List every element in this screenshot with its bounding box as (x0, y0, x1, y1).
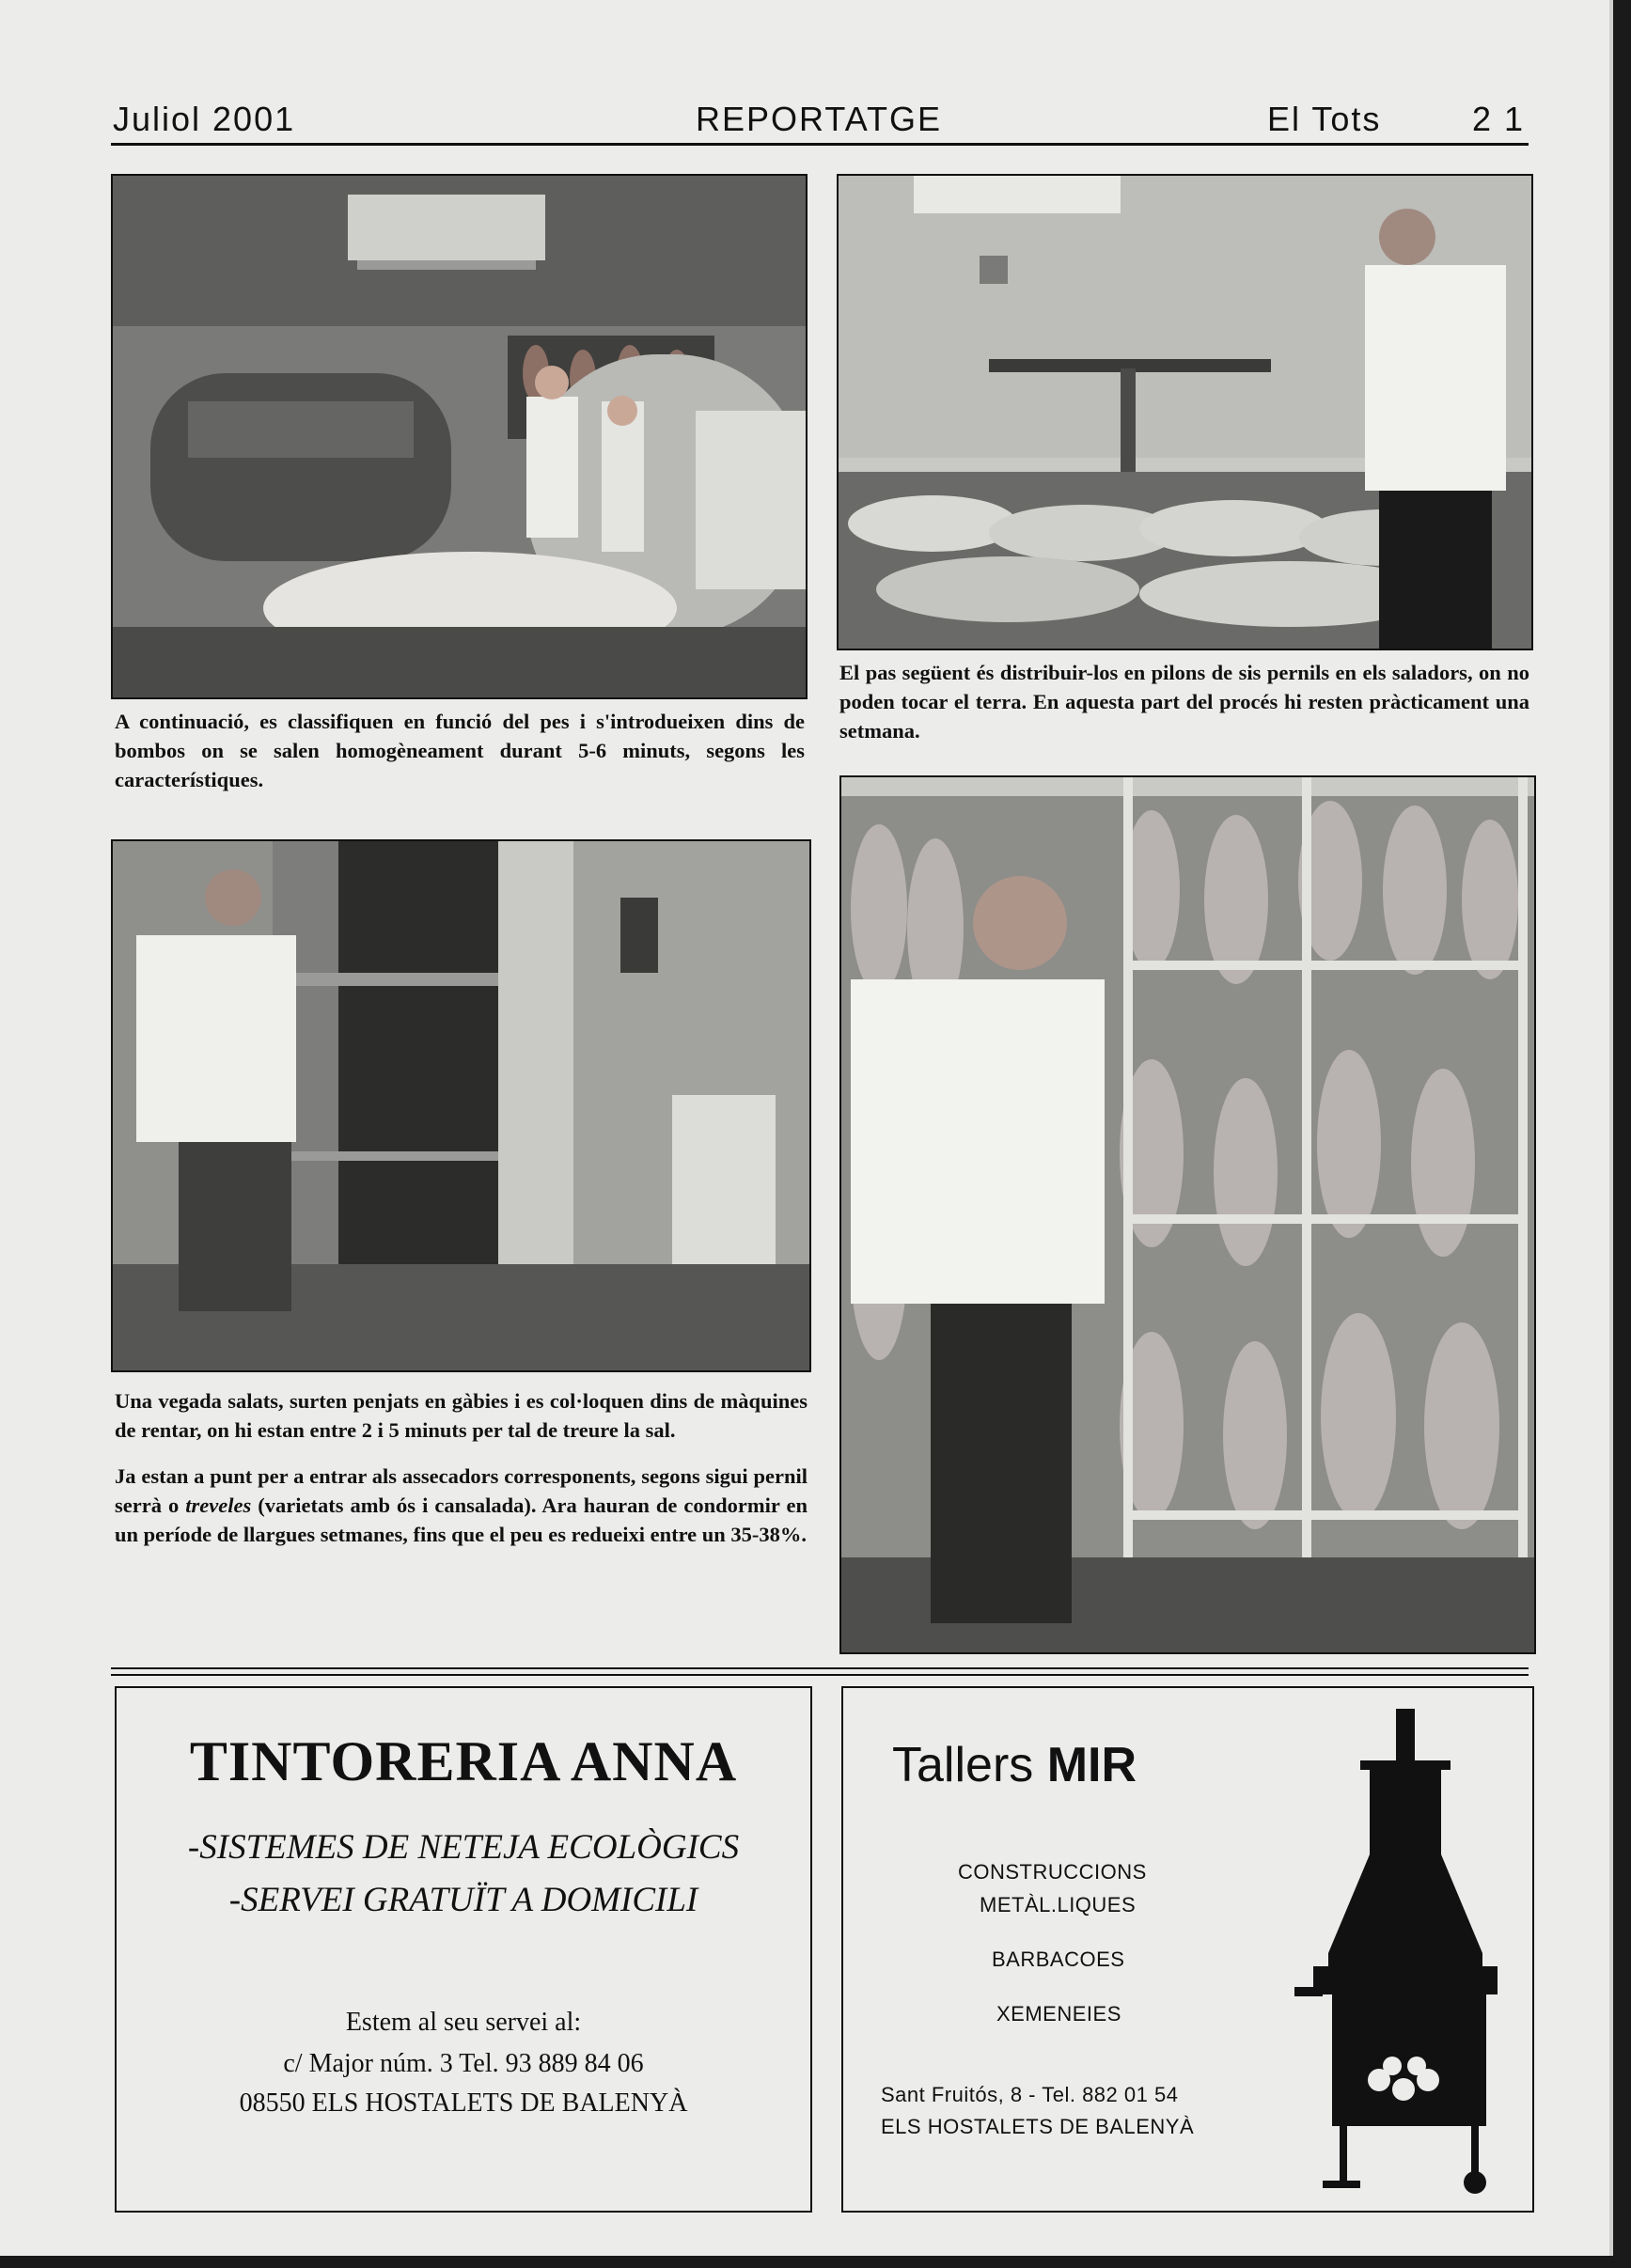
ad-anna-address: c/ Major núm. 3 Tel. 93 889 84 06 (283, 2049, 644, 2078)
barbecue-icon (1294, 1709, 1511, 2198)
caption-photo1: A continuació, es classifiquen en funció del pes i s'introdueixen dins de bombos on se salen homogèneament durant 5-6 minuts, segons les característiques. (115, 710, 805, 791)
ad-mir-address: Sant Fruitós, 8 - Tel. 882 01 54 (881, 2083, 1179, 2106)
section-rule-1 (111, 1667, 1529, 1669)
caption-photo2: El pas següent és distribuir-los en pilons de sis pernils en els saladors, on no poden tocar el terra. En aquesta part del procés hi resten pràcticament una setmana. (839, 661, 1529, 743)
ad-tintoreria-anna (115, 1686, 812, 2213)
ad-mir-town: ELS HOSTALETS DE BALENYÀ (881, 2115, 1195, 2138)
ad-anna-service2: -SERVEI GRATUÏT A DOMICILI (228, 1881, 698, 1919)
ad-mir-service2: METÀL.LIQUES (980, 1893, 1137, 1916)
ad-mir-title: Tallers MIR (892, 1738, 1137, 1792)
photo-washing-machines (111, 839, 811, 1372)
photo-tumbler-machines (111, 174, 808, 699)
ad-anna-contact-intro: Estem al seu servei al: (345, 2008, 582, 2037)
header-publication: El Tots (1267, 100, 1382, 138)
drying-paragraph: Ja estan a punt per a entrar als assecadors corresponents, segons sigui pernil serrà o treveles (varietats amb ós i cansalada). Ara hauran de condormir en un període de llargues setmanes, fins que el peu es redueixi entre un 35-38%. (115, 1464, 808, 1546)
ad-mir-service1: CONSTRUCCIONS (958, 1860, 1147, 1884)
ad-mir-service3: BARBACOES (992, 1947, 1125, 1971)
header-section: REPORTATGE (696, 100, 943, 138)
ad-tallers-mir (841, 1686, 1534, 2213)
ad-mir-service4: XEMENEIES (996, 2002, 1121, 2026)
header-page-number: 2 1 (1471, 100, 1525, 138)
section-rule-2 (111, 1674, 1529, 1676)
page-header (111, 98, 1529, 146)
photo-salting-piles (837, 174, 1533, 650)
ad-anna-town: 08550 ELS HOSTALETS DE BALENYÀ (239, 2088, 688, 2118)
ad-anna-title: TINTORERIA ANNA (189, 1730, 738, 1792)
header-date: Juliol 2001 (113, 100, 296, 138)
treveles-term: treveles (185, 1494, 252, 1517)
ad-anna-service1: -SISTEMES DE NETEJA ECOLÒGICS (187, 1828, 740, 1867)
caption-photo3: Una vegada salats, surten penjats en gàbies i es col·loquen dins de màquines de rentar, on hi estan entre 2 i 5 minuts per tal de treure la sal. Ja estan a punt per a entrar als assecadors corresponents, segons sigui pernil serrà o treveles (varietats amb ós i cansalada). Ara hauran de condormir en un període de llargues setmanes, fins que el peu es redueixi entre un 35-38%. (115, 1386, 808, 1549)
photo-drying-hams (839, 775, 1536, 1654)
